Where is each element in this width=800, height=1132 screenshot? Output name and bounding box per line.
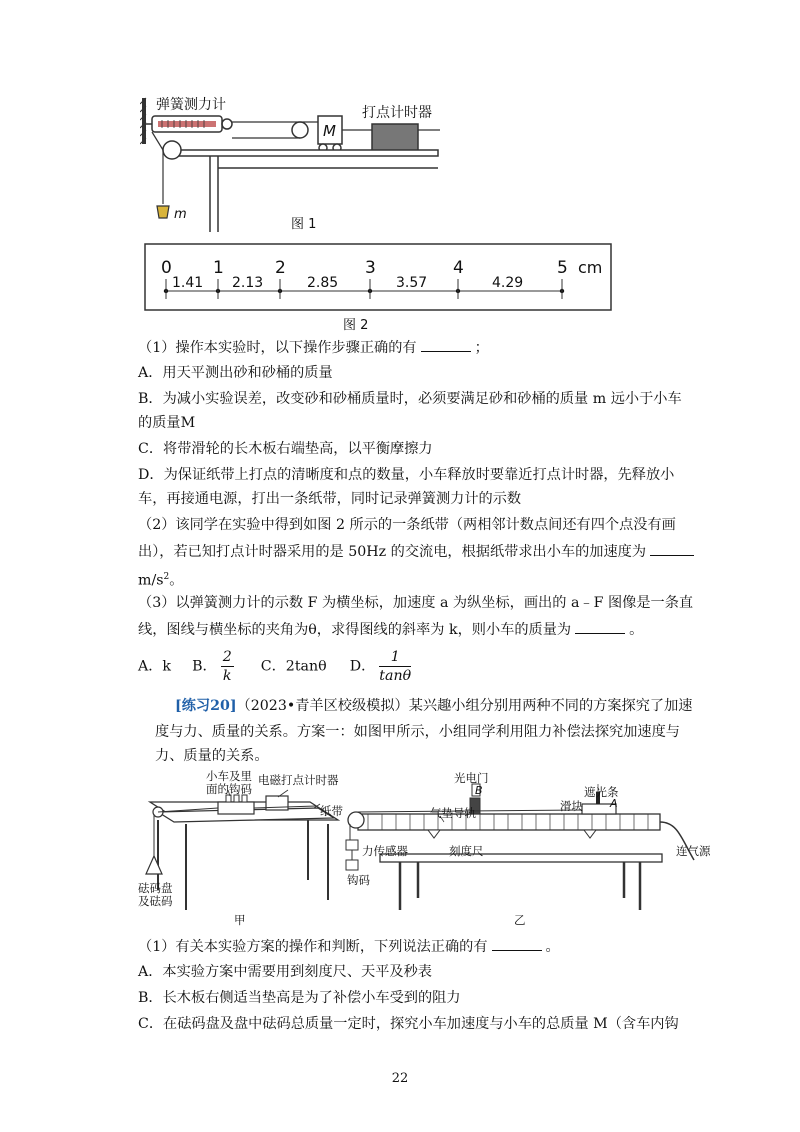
yi-shade-a: A: [610, 797, 618, 810]
jia-tape-label: 纸带: [320, 804, 343, 818]
tape-distance-3: 2.85: [307, 275, 339, 291]
q3-line-2: [138, 619, 643, 640]
figure-2-caption: 图 2: [343, 318, 369, 333]
q3-line-1: （3）以弹簧测力计的示数 F 为横坐标，加速度 a 为纵坐标，画出的 a﹣F 图像是一条直: [138, 595, 694, 611]
yi-hook-label: 钩码: [347, 873, 370, 887]
cart-label: M: [323, 122, 336, 140]
exercise-20-label: [练习20]: [175, 698, 237, 714]
ex-q1-stem: （1）有关本实验方案的操作和判断，下列说法正确的有: [138, 939, 488, 955]
yi-rail-label: 气垫导轨: [430, 806, 476, 820]
q3-option-b-numerator: 2: [222, 649, 232, 665]
q2-end: 。: [169, 572, 184, 589]
q1-answer-blank[interactable]: [421, 337, 471, 352]
ex-q1-answer-blank[interactable]: [492, 936, 542, 951]
q3-options: [138, 648, 415, 688]
q1-option-b-cont: 的质量M: [138, 415, 196, 431]
q1-option-d-cont: 车，再接通电源，打出一条纸带，同时记录弹簧测力计的示数: [138, 491, 522, 507]
exercise-20-text-1: （2023•青羊区校级模拟）某兴趣小组分别用两种不同的方案探究了加速: [236, 698, 693, 714]
tape-point-0: 0: [161, 258, 172, 278]
q3-option-d-numerator: 1: [379, 648, 411, 667]
q1-stem-end: ；: [474, 340, 489, 356]
ex-q1-option-c: C．在砝码盘及盘中砝码总质量一定时，探究小车加速度与小车的总质量 M（含车内钩: [138, 1016, 679, 1032]
q3-option-c: C．2tanθ: [260, 658, 327, 675]
tape-point-2: 2: [275, 258, 286, 278]
q3-option-d: D．: [349, 658, 376, 675]
q1-stem-line: [138, 337, 489, 358]
q2-line-2-text: 出），若已知打点计时器采用的是 50Hz 的交流电，根据纸带求出小车的加速度为: [138, 544, 647, 560]
page-number: 22: [391, 1071, 409, 1086]
exercise-20-line-3: 力、质量的关系。: [155, 748, 269, 764]
tape-distance-2: 2.13: [232, 275, 264, 291]
jia-weight-label: [138, 882, 173, 908]
q1-option-d: D．为保证纸带上打点的清晰度和点的数量，小车释放时要靠近打点计时器，先释放小: [138, 467, 675, 483]
q1-option-c: C．将带滑轮的长木板右端垫高，以平衡摩擦力: [138, 441, 433, 457]
ex-q1-stem-line: [138, 936, 560, 957]
yi-ruler-label: 刻度尺: [449, 844, 484, 858]
tape-point-4: 4: [453, 258, 464, 278]
jia-cart-label: [206, 770, 252, 796]
tape-distance-5: 4.29: [492, 275, 524, 291]
q2-unit: m/s: [138, 572, 164, 589]
yi-sensor-label: 力传感器: [362, 844, 408, 858]
jia-timer-label: 电磁打点计时器: [258, 773, 339, 787]
tape-distance-1: 1.41: [172, 275, 204, 291]
figure-2-tape: [144, 243, 612, 311]
q3-line-2-text: 线，图线与横坐标的夹角为θ，求得图线的斜率为 k，则小车的质量为: [138, 622, 572, 638]
figure-1-caption: 图 1: [291, 217, 317, 232]
exercise-20-line-2: 度与力、质量的关系。方案一：如图甲所示，小组同学利用阻力补偿法探究加速度与: [155, 724, 680, 740]
q1-option-b: B．为减小实验误差，改变砂和砂桶质量时，必须要满足砂和砂桶的质量 m 远小于小车: [138, 391, 682, 407]
q1-stem: （1）操作本实验时，以下操作步骤正确的有: [138, 340, 417, 356]
ex-q1-end: 。: [545, 939, 560, 955]
q3-option-b-denominator: k: [222, 668, 232, 684]
ex-q1-option-b: B．长木板右侧适当垫高是为了补偿小车受到的阻力: [138, 990, 461, 1006]
q2-unit-line: [138, 567, 183, 591]
yi-photogate-label: 光电门: [454, 771, 489, 785]
tape-point-5: 5: [557, 258, 568, 278]
jia-weight-label-1: 砝码盘: [138, 881, 173, 895]
spring-scale-label: 弹簧测力计: [156, 97, 226, 113]
tape-unit: cm: [578, 258, 603, 277]
yi-photogate-b: B: [475, 784, 483, 797]
q3-option-d-fraction: [379, 648, 411, 685]
q2-answer-blank[interactable]: [650, 541, 694, 556]
ex-q1-option-a: A．本实验方案中需要用到刻度尺、天平及秒表: [138, 964, 432, 980]
q1-option-a: A．用天平测出砂和砂桶的质量: [138, 365, 333, 381]
exercise-20-line-1: [175, 696, 692, 716]
yi-air-label: 连气源: [676, 844, 711, 858]
tape-distance-4: 3.57: [396, 275, 428, 291]
yi-shade-label: 遮光条: [584, 785, 619, 799]
q3-end: 。: [629, 622, 644, 638]
yi-slider-label: 滑块: [560, 799, 583, 813]
q3-option-a: A．k: [138, 658, 172, 675]
q3-answer-blank[interactable]: [575, 619, 625, 634]
figure-jia-caption: 甲: [234, 913, 246, 927]
jia-cart-label-2: 面的钩码: [206, 782, 252, 796]
q2-line-1: （2）该同学在实验中得到如图 2 所示的一条纸带（两相邻计数点间还有四个点没有画: [138, 517, 676, 533]
tape-point-3: 3: [365, 258, 376, 278]
figure-yi-caption: 乙: [514, 913, 526, 927]
q2-unit-exponent: 2: [163, 572, 170, 582]
q3-option-d-denominator: tanθ: [379, 668, 412, 684]
timer-label: 打点计时器: [362, 105, 432, 121]
tape-point-1: 1: [213, 258, 224, 278]
q3-option-b: B．: [192, 658, 217, 675]
q3-option-b-fraction: [221, 648, 234, 685]
jia-cart-label-1: 小车及里: [206, 769, 252, 783]
q2-line-2: [138, 541, 698, 562]
jia-weight-label-2: 及砝码: [138, 894, 173, 908]
bucket-label: m: [174, 207, 187, 222]
